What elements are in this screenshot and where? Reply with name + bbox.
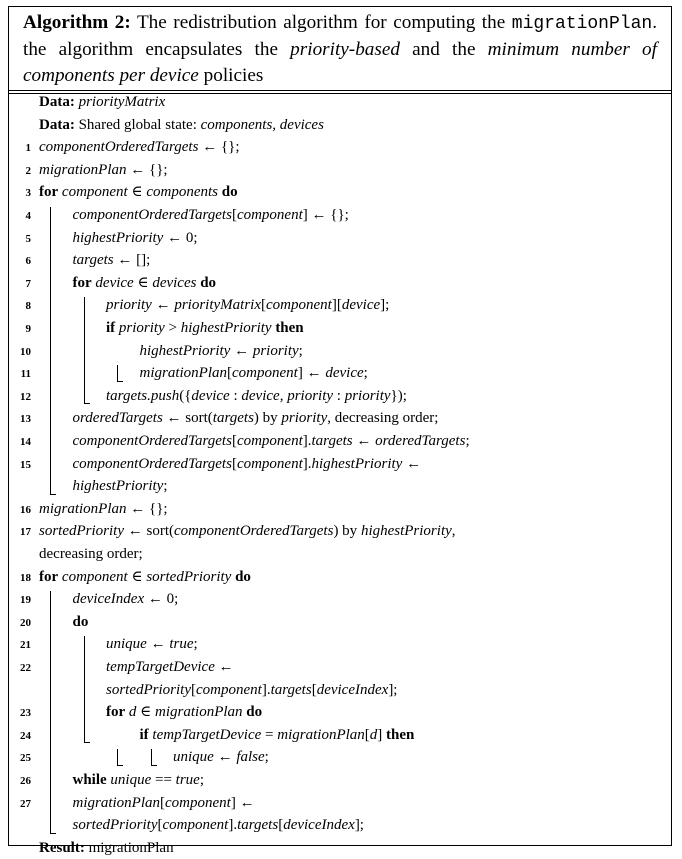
algorithm-line [9,814,671,836]
line-number: 21 [20,639,31,652]
algorithm-line [9,724,671,746]
line-code: sortedPriority[component].targets[deviceIndex]; [106,681,398,698]
line-code: componentOrderedTargets[component] ← {}; [72,207,349,223]
line-number: 18 [20,571,31,584]
algorithm-line [9,407,671,429]
algorithm-line [9,498,671,520]
line-number: 7 [25,277,31,290]
line-code: if priority > highestPriority then [106,320,304,336]
line-number: 17 [20,526,31,539]
algorithm-line [9,362,671,384]
line-number: 10 [20,345,31,358]
line-number: 14 [20,436,31,448]
block-bar-end [117,765,123,766]
line-number: 3 [25,187,31,200]
caption-text-b: . the algorithm encapsulates the [23,12,657,60]
algorithm-line [9,272,671,294]
line-code: highestPriority; [72,478,168,495]
line-code: sortedPriority[component].targets[deviceIndex]; [72,817,364,834]
line-number: 26 [20,775,31,787]
algorithm-line [9,588,671,610]
line-number: 1 [25,142,31,155]
caption-label: Algorithm 2: [23,12,131,33]
block-bar [84,636,85,742]
line-code: orderedTargets ← sort(targets) by priority, decreasing order; [72,410,439,427]
algorithm-line [9,114,671,136]
block-bar [151,749,152,765]
line-code: migrationPlan ← {}; [39,161,168,178]
line-number: 25 [20,752,31,765]
algorithm-line [9,769,671,791]
algorithm-line [9,611,671,633]
line-number: 4 [25,210,31,222]
block-bar-end [117,381,123,382]
algorithm-line [9,136,671,158]
line-code: tempTargetDevice ← [106,659,234,675]
algorithm-caption [9,7,671,91]
line-number: 9 [25,323,31,335]
line-code: deviceIndex ← 0; [72,591,179,608]
algorithm-line [9,340,671,362]
line-code: decreasing order; [39,546,143,562]
caption-text-d: policies [198,65,264,86]
line-code: componentOrderedTargets[component].targets ← orderedTargets; [72,433,470,449]
block-bar-end [151,765,157,766]
block-bar [84,297,85,403]
algorithm-line [9,746,671,768]
line-code: do [72,613,89,630]
algorithm-line [9,543,671,565]
line-code: componentOrderedTargets ← {}; [39,139,240,156]
caption-text-c: and the [399,39,488,60]
algorithm-line [9,475,671,497]
line-number: 16 [20,503,31,516]
line-number: 20 [20,616,31,629]
line-code: migrationPlan[component] ← [72,794,255,811]
line-code: Data: Shared global state: components, devices [39,116,324,133]
line-code: Result: migrationPlan [39,839,174,856]
line-code: componentOrderedTargets[component].highestPriority ← [72,455,422,472]
algorithm-line [9,227,671,249]
algorithm-line [9,520,671,542]
line-number: 13 [20,413,31,426]
algorithm-line [9,633,671,655]
line-code: highestPriority ← priority; [139,342,303,359]
line-number: 6 [25,255,31,268]
algorithm-line [9,294,671,316]
line-number: 5 [25,232,31,245]
line-code: for component ∈ components do [39,184,238,201]
line-number: 24 [20,729,31,742]
line-code: for component ∈ sortedPriority do [39,568,251,585]
line-number: 19 [20,594,31,607]
algorithm-line [9,159,671,181]
block-bar-end [50,833,56,834]
line-number: 23 [20,707,31,720]
line-code: targets ← []; [72,252,151,269]
block-bar [50,207,51,494]
algorithm-line [9,317,671,339]
block-bar-end [50,494,56,495]
line-code: migrationPlan ← {}; [39,500,168,517]
block-bar [117,365,118,381]
algorithm-line [9,679,671,701]
algorithm-line [9,181,671,203]
algorithm-box [8,6,672,856]
line-number: 27 [20,797,31,810]
caption-emphasis-a: priority-based [290,39,400,60]
line-code: for device ∈ devices do [72,274,217,291]
algorithm-line [9,656,671,678]
line-code: unique ← false; [173,749,269,766]
block-bar-end [84,403,90,404]
algorithm-line [9,204,671,226]
line-code: Data: priorityMatrix [39,94,166,110]
line-code: priority ← priorityMatrix[component][device]; [106,297,390,314]
line-number: 22 [20,662,31,674]
algorithm-line [9,385,671,407]
algorithm-line [9,430,671,452]
line-number: 2 [25,164,31,177]
algorithm-line [9,566,671,588]
line-number: 8 [25,300,31,313]
line-code: highestPriority ← 0; [72,229,198,246]
line-code: unique ← true; [106,636,198,653]
line-code: targets.push({device : device, priority : priority}); [106,387,407,404]
algorithm-line [9,249,671,271]
line-code: if tempTargetDevice = migrationPlan[d] then [139,726,415,743]
algorithm-line [9,837,671,859]
block-bar-end [84,742,90,743]
algorithm-line [9,91,671,113]
caption-code: migrationPlan [511,14,653,34]
caption-emphasis-b: minimum number of components per device [23,39,657,86]
block-bar [50,591,51,833]
line-code: migrationPlan[component] ← device; [139,365,368,382]
line-number: 11 [20,368,31,381]
line-code: while unique == true; [72,772,205,788]
algorithm-line [9,453,671,475]
line-code: for d ∈ migrationPlan do [106,704,263,721]
algorithm-line [9,701,671,723]
line-number: 12 [20,390,31,403]
algorithm-line [9,792,671,814]
block-bar [117,749,118,765]
caption-text-a: The redistribution algorithm for computing the [130,12,512,33]
line-code: sortedPriority ← sort(componentOrderedTargets) by highestPriority, [39,523,456,540]
line-number: 15 [20,458,31,471]
